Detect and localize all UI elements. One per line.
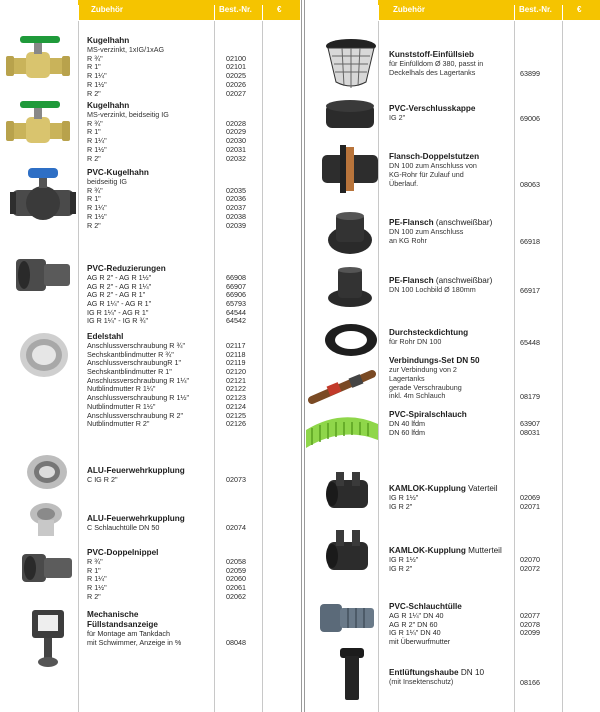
- table-row: [389, 556, 599, 565]
- variant-label: Anschlussverschraubung R 1½": [87, 393, 190, 403]
- variant-label: R ¾": [87, 557, 103, 566]
- variant-label: Nutblindmutter R 1½": [87, 401, 156, 411]
- order-number: 64544: [226, 307, 246, 317]
- table-row: [389, 503, 599, 512]
- product-title-bold: PVC-Verschlusskappe: [389, 104, 476, 113]
- order-number: 65793: [226, 299, 246, 309]
- product-title: [389, 546, 599, 556]
- right-column: [306, 0, 600, 712]
- product-title: Kugelhahn: [87, 101, 130, 110]
- seal-image: [324, 322, 378, 358]
- order-number: 08179: [520, 392, 540, 402]
- order-number: 02036: [226, 194, 246, 204]
- product-title-bold: PVC-Schlauchtülle: [389, 602, 462, 611]
- order-number: 02101: [226, 62, 246, 72]
- order-number: 02121: [226, 375, 246, 385]
- order-number: 02119: [226, 358, 246, 368]
- table-row: [87, 639, 297, 648]
- order-number: 02073: [226, 475, 246, 484]
- table-row: [87, 72, 297, 81]
- variant-label: IG R 2": [389, 563, 413, 573]
- product-title: ALU-Feuerwehrkupplung: [87, 466, 185, 475]
- order-number: 08031: [520, 427, 540, 437]
- order-number: 02126: [226, 419, 246, 429]
- table-row: [87, 567, 297, 576]
- product-title-extra: (anschweißbar): [433, 218, 493, 227]
- order-number: 02061: [226, 583, 246, 593]
- variant-label: mit Überwurfmutter: [389, 637, 451, 647]
- variant-label: IG R 2": [389, 501, 413, 511]
- product-title-bold: KAMLOK-Kupplung: [389, 484, 466, 493]
- product-entry: [389, 546, 599, 573]
- product-subtitle: an KG Rohr: [389, 235, 427, 245]
- variant-label: IG R 1¼" - AG R 1": [87, 307, 149, 317]
- fire-coupling-hose-image: [26, 500, 70, 540]
- variant-label: R 1": [87, 565, 101, 575]
- order-number: 02059: [226, 565, 246, 575]
- order-number: 02072: [520, 563, 540, 573]
- product-entry: [87, 264, 297, 326]
- order-number: 66918: [520, 236, 540, 246]
- product-subtitle: gerade Verschraubung: [389, 382, 462, 392]
- order-number: 02031: [226, 144, 246, 154]
- variant-label: R 1½": [87, 583, 107, 593]
- grid-line: [78, 0, 79, 712]
- order-number: 02032: [226, 153, 246, 163]
- product-title-bold: Entlüftungshaube: [389, 668, 459, 677]
- product-title: PVC-Kugelhahn: [87, 168, 149, 177]
- product-title-bold: KAMLOK-Kupplung: [389, 546, 466, 555]
- order-number: 02037: [226, 203, 246, 213]
- variant-label: AG R 1¼" - AG R 1": [87, 299, 152, 309]
- table-row: [87, 317, 297, 326]
- product-entry: [389, 152, 599, 188]
- variant-label: Sechskantblindmutter R 1": [87, 367, 172, 377]
- fire-coupling-image: [24, 452, 70, 492]
- product-title: Edelstahl: [87, 332, 124, 341]
- table-row: [87, 81, 297, 90]
- product-title-extra: Mutterteil: [465, 546, 502, 555]
- variant-label: R 1½": [87, 79, 107, 89]
- product-entry: [389, 356, 599, 401]
- grid-line: [378, 0, 379, 712]
- table-row: [87, 137, 297, 146]
- order-number: 02099: [520, 628, 540, 638]
- product-title-extra: Vaterteil: [465, 484, 498, 493]
- order-number: 02124: [226, 401, 246, 411]
- product-title: [389, 484, 599, 494]
- order-number: 02069: [520, 493, 540, 502]
- table-row: [87, 558, 297, 567]
- variant-label: C Schlauchtülle DN 50: [87, 523, 160, 532]
- order-number: 02120: [226, 367, 246, 377]
- product-title-bold: Flansch-Doppelstutzen: [389, 152, 480, 161]
- order-number: 63907: [520, 419, 540, 428]
- product-entry: [87, 168, 297, 230]
- table-row: [87, 213, 297, 222]
- order-number: 02029: [226, 127, 246, 137]
- cap-image: [324, 98, 376, 132]
- product-entry: [87, 610, 297, 647]
- product-title-bold: Kunststoff-Einfüllsieb: [389, 50, 475, 59]
- product-entry: [389, 484, 599, 511]
- product-title-bold: PVC-Spiralschlauch: [389, 410, 467, 419]
- variant-label: AG R 2" - AG R 1¼": [87, 281, 152, 291]
- product-title: Mechanische Füllstandsanzeige: [87, 610, 158, 629]
- product-entry: [389, 410, 599, 437]
- variant-label: Nutblindmutter R 2": [87, 419, 150, 429]
- order-number: 66906: [226, 290, 246, 300]
- strainer-image: [324, 38, 378, 90]
- header-best-nr: Best.-Nr.: [214, 5, 262, 21]
- variant-label: R 1¼": [87, 71, 107, 81]
- stainless-fitting-image: [16, 330, 72, 380]
- variant-label: R 2": [87, 220, 101, 230]
- product-subtitle: DN 100 zum Anschluss von: [389, 161, 477, 170]
- variant-label: Nutblindmutter R 1¼": [87, 384, 156, 394]
- table-row: [389, 494, 599, 503]
- pvc-reducer-image: [16, 255, 72, 295]
- product-entry: [389, 50, 599, 78]
- table-row: [87, 146, 297, 155]
- product-title-extra: DN 10: [458, 668, 485, 677]
- variant-label: IG R 1½": [389, 555, 419, 564]
- table-row: [87, 195, 297, 204]
- product-entry: [389, 328, 599, 347]
- table-row: [87, 524, 297, 533]
- table-row: [87, 476, 297, 485]
- order-number: 02118: [226, 349, 246, 359]
- product-title-bold: Verbindungs-Set DN 50: [389, 356, 480, 365]
- table-row: [87, 120, 297, 129]
- product-subtitle: DN 100 zum Anschluss: [389, 227, 464, 236]
- product-subtitle: IG 2": [389, 113, 406, 122]
- header-best-nr: Best.-Nr.: [514, 5, 562, 21]
- table-row: [87, 63, 297, 72]
- flange-double-nozzle-image: [322, 145, 378, 195]
- order-number: 02027: [226, 88, 246, 98]
- product-title: PVC-Reduzierungen: [87, 264, 166, 273]
- order-number: 02123: [226, 393, 246, 403]
- table-row: [389, 638, 599, 647]
- order-number: 02077: [520, 611, 540, 620]
- product-entry: [389, 104, 599, 123]
- order-number: 02117: [226, 341, 246, 350]
- product-entry: [87, 36, 297, 98]
- variant-label: R 1¼": [87, 136, 107, 146]
- order-number: 02062: [226, 591, 246, 601]
- order-number: 02122: [226, 384, 246, 394]
- order-number: 02100: [226, 53, 246, 63]
- order-number: 69006: [520, 114, 540, 123]
- table-header: [378, 0, 600, 20]
- order-number: 65448: [520, 338, 540, 347]
- order-number: 02030: [226, 136, 246, 146]
- header-zubehoer: Zubehör: [378, 5, 514, 21]
- variant-label: DN 60 lfdm: [389, 427, 425, 437]
- product-entry: [389, 602, 599, 647]
- order-number: 66908: [226, 273, 246, 282]
- variant-label: R 2": [87, 153, 101, 163]
- variant-label: Anschlussverschraubung R ¾": [87, 341, 186, 350]
- order-number: 66907: [226, 281, 246, 291]
- variant-label: AG R 2" - AG R 1": [87, 290, 146, 300]
- table-row: [389, 429, 599, 438]
- product-entry: [87, 548, 297, 601]
- order-number: 02060: [226, 574, 246, 584]
- variant-label: Anschlussverschraubung R 2": [87, 410, 184, 420]
- product-entry: [87, 466, 297, 485]
- variant-label: Sechskantblindmutter R ¾": [87, 349, 174, 359]
- header-euro: €: [562, 5, 600, 21]
- vent-hood-image: [332, 648, 372, 704]
- pe-flange-image: [326, 266, 374, 308]
- product-subtitle: Überlauf.: [389, 178, 419, 188]
- pe-flange-image: [326, 210, 374, 256]
- table-row: [87, 420, 297, 429]
- order-number: 08063: [520, 179, 540, 189]
- ball-valve-image: [6, 36, 74, 80]
- column-divider: [301, 0, 302, 712]
- product-subtitle: KG-Rohr für Zulauf und: [389, 169, 464, 179]
- variant-label: IG R 1½": [389, 493, 419, 502]
- variant-label: R ¾": [87, 53, 103, 63]
- product-title: Kugelhahn: [87, 36, 130, 45]
- order-number: 02035: [226, 185, 246, 195]
- level-gauge-image: [30, 610, 66, 668]
- order-number: 02071: [520, 501, 540, 511]
- kamlok-male-image: [322, 470, 374, 514]
- kamlok-female-image: [322, 530, 374, 578]
- variant-label: R 1½": [87, 144, 107, 154]
- header-zubehoer: Zubehör: [78, 5, 214, 21]
- table-row: [87, 155, 297, 164]
- product-subtitle: inkl. 4m Schlauch: [389, 391, 446, 401]
- variant-label: C IG R 2": [87, 475, 118, 484]
- product-subtitle: (mit Insektenschutz): [389, 677, 454, 686]
- hose-tail-image: [320, 598, 376, 638]
- product-subtitle: zur Verbindung von 2: [389, 365, 457, 374]
- product-title-extra: (anschweißbar): [433, 276, 493, 285]
- variant-label: R 1¼": [87, 574, 107, 584]
- product-entry: [87, 514, 297, 533]
- product-title: PVC-Doppelnippel: [87, 548, 159, 557]
- table-row: [87, 584, 297, 593]
- order-number: 66917: [520, 286, 540, 295]
- product-subtitle: MS-verzinkt, beidseitig IG: [87, 110, 169, 119]
- product-entry: [389, 276, 599, 295]
- order-number: 08166: [520, 678, 540, 687]
- table-row: [87, 222, 297, 231]
- table-row: [87, 575, 297, 584]
- order-number: 02028: [226, 118, 246, 128]
- variant-label: AG R 2" - AG R 1½": [87, 273, 152, 282]
- variant-label: IG R 1¼" DN 40: [389, 628, 441, 638]
- product-subtitle: Lagertanks: [389, 373, 425, 383]
- variant-label: R 2": [87, 88, 101, 98]
- variant-label: R 2": [87, 591, 101, 601]
- product-subtitle: DN 100 Lochbild Ø 180mm: [389, 285, 476, 294]
- order-number: 02078: [520, 619, 540, 629]
- order-number: 02058: [226, 557, 246, 566]
- order-number: 02025: [226, 71, 246, 81]
- variant-label: R ¾": [87, 118, 103, 128]
- table-row: [87, 128, 297, 137]
- product-title: [389, 104, 599, 114]
- order-number: 02070: [520, 555, 540, 564]
- product-title-bold: Durchsteckdichtung: [389, 328, 469, 337]
- order-number: 02125: [226, 410, 246, 420]
- product-entry: [87, 332, 297, 429]
- product-subtitle: MS-verzinkt, 1xIG/1xAG: [87, 45, 165, 54]
- product-title: ALU-Feuerwehrkupplung: [87, 514, 185, 523]
- product-title-bold: PE-Flansch: [389, 218, 434, 227]
- variant-label: für Montage am Tankdach: [87, 629, 170, 638]
- order-number: 02026: [226, 79, 246, 89]
- order-number: 63899: [520, 68, 540, 78]
- variant-label: R 1¼": [87, 203, 107, 213]
- order-number: 08048: [226, 637, 246, 647]
- product-subtitle: Deckelhals des Lagertanks: [389, 67, 476, 77]
- table-header: [78, 0, 300, 20]
- pvc-double-nipple-image: [22, 548, 74, 588]
- pvc-ball-valve-image: [10, 168, 76, 230]
- variant-label: AG R 1¼" DN 40: [389, 611, 444, 620]
- order-number: 02038: [226, 211, 246, 221]
- variant-label: AG R 2" DN 60: [389, 619, 438, 629]
- table-row: [87, 55, 297, 64]
- product-subtitle: für Rohr DN 100: [389, 337, 442, 346]
- connection-set-image: [308, 366, 376, 406]
- variant-label: DN 40 lfdm: [389, 419, 425, 428]
- variant-label: R 1": [87, 194, 101, 204]
- order-number: 02074: [226, 523, 246, 532]
- variant-label: R 1": [87, 127, 101, 137]
- product-entry: [389, 218, 599, 246]
- variant-label: R ¾": [87, 185, 103, 195]
- variant-label: AnschlussverschraubungR 1": [87, 358, 182, 368]
- table-row: [87, 204, 297, 213]
- variant-label: R 1": [87, 62, 101, 72]
- product-entry: [389, 668, 599, 687]
- variant-label: IG R 1¼" - IG R ¾": [87, 316, 149, 326]
- ball-valve-image: [6, 101, 74, 145]
- header-euro: €: [262, 5, 300, 21]
- order-number: 02039: [226, 220, 246, 230]
- variant-label: R 1½": [87, 211, 107, 221]
- column-divider: [304, 0, 305, 712]
- order-number: 64542: [226, 316, 246, 326]
- table-row: [87, 593, 297, 602]
- table-row: [87, 90, 297, 99]
- product-subtitle: beidseitig IG: [87, 177, 127, 186]
- spiral-hose-image: [306, 412, 378, 452]
- variant-label: mit Schwimmer, Anzeige in %: [87, 637, 182, 647]
- product-entry: [87, 101, 297, 163]
- product-title-bold: PE-Flansch: [389, 276, 434, 285]
- table-row: [389, 565, 599, 574]
- variant-label: Anschlussverschraubung R 1¼": [87, 375, 190, 385]
- product-subtitle: für Einfülldom Ø 380, passt in: [389, 59, 484, 68]
- table-row: [87, 187, 297, 196]
